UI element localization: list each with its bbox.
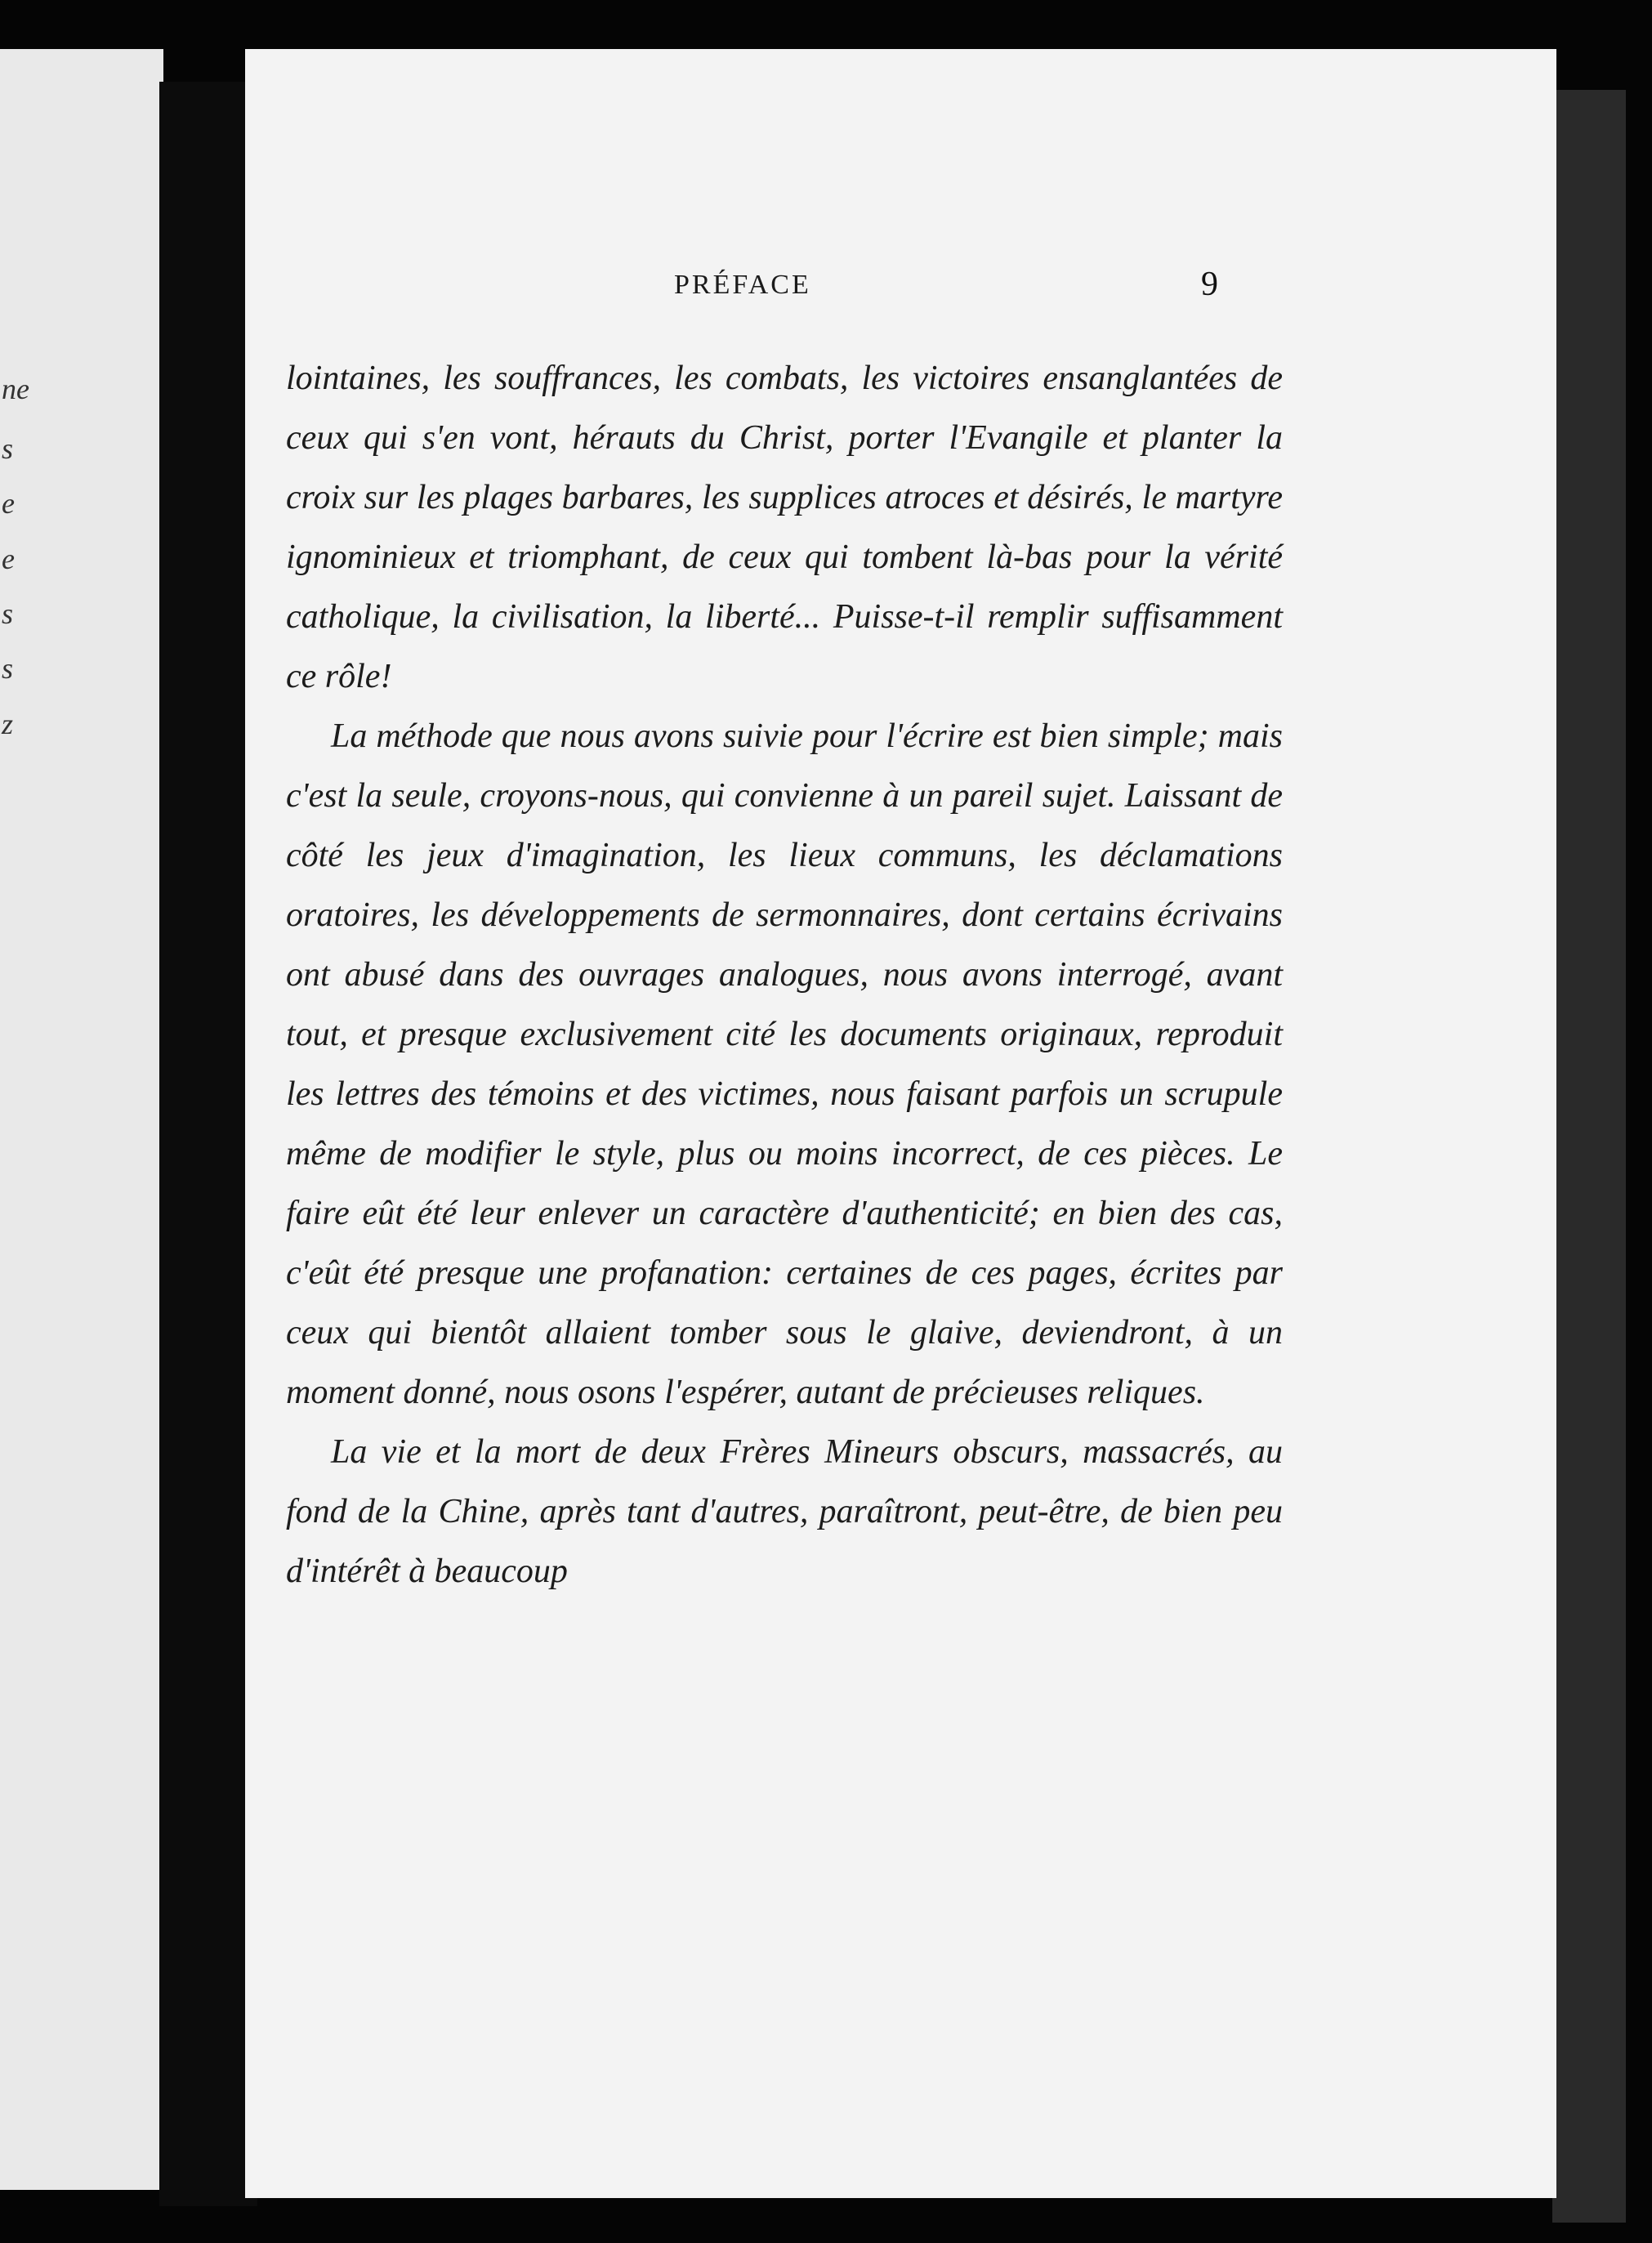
left-margin-fragment: z [2, 708, 14, 740]
left-margin-fragment: e [2, 487, 15, 520]
body-text [286, 349, 1283, 1602]
left-margin-fragment: e [2, 543, 15, 575]
page-edge-shadow [1552, 90, 1626, 2223]
left-margin-fragment: s [2, 432, 14, 465]
left-margin-fragment: s [2, 652, 14, 685]
paragraph: La méthode que nous avons suivie pour l'écrire est bien simple; mais c'est la seule, croyons-nous, qui convienne à un pareil sujet. Laissant de côté les jeux d'imagination, les lieux communs, les déclamations oratoires, les développements de sermonnaires, dont certains écrivains ont abusé dans des ouvrages analogues, nous avons interrogé, avant tout, et presque exclusivement cité les documents originaux, reproduit les lettres des témoins et des victimes, nous faisant parfois un scrupule même de modifier le style, plus ou moins incorrect, de ces pièces. Le faire eût été leur enlever un caractère d'authenticité; en bien des cas, c'eût été presque une profanation: certaines de ces pages, écrites par ceux qui bientôt allaient tomber sous le glaive, deviendront, à un moment donné, nous osons l'espérer, autant de précieuses reliques. [286, 717, 1283, 1411]
page-number: 9 [1201, 266, 1218, 303]
left-margin-fragment: s [2, 597, 14, 630]
running-head [245, 266, 1556, 311]
running-title: PRÉFACE [674, 270, 811, 300]
paragraph: La vie et la mort de deux Frères Mineurs obscurs, massacrés, au fond de la Chine, après tant d'autres, paraîtront, peut-être, de bien peu d'intérêt à beaucoup [286, 1433, 1283, 1590]
left-margin-fragment: ne [2, 373, 29, 405]
right-page [245, 49, 1556, 2198]
paragraph: lointaines, les souffrances, les combats, les victoires ensanglantées de ceux qui s'en vont, hérauts du Christ, porter l'Evangile et planter la croix sur les plages barbares, les supplices atroces et désirés, le martyre ignominieux et triomphant, de ceux qui tombent là-bas pour la vérité catholique, la civilisation, la liberté... Puisse-t-il remplir suffisamment ce rôle! [286, 360, 1283, 695]
book-gutter [159, 82, 257, 2206]
left-page-edge [0, 49, 163, 2190]
